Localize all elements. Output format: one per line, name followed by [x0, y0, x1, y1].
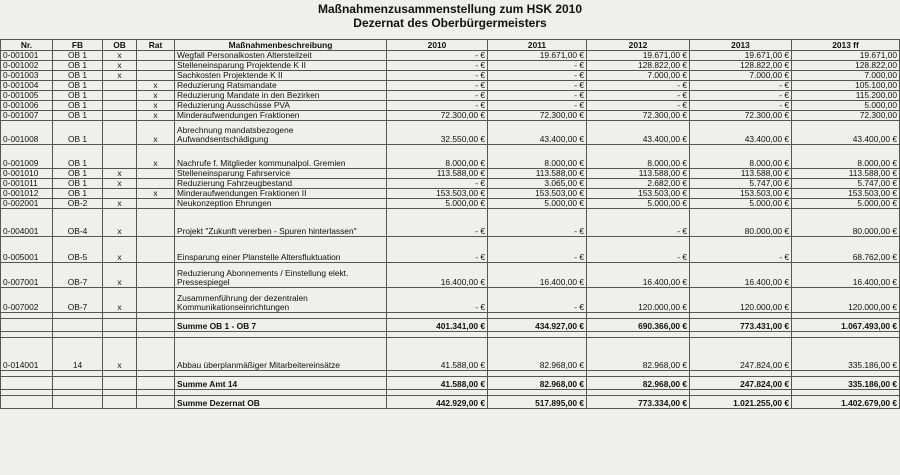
sum-value-2011: 517.895,00 € [488, 396, 587, 409]
cell-2010: 16.400,00 € [387, 263, 488, 288]
cell-description: Abbau überplanmäßiger Mitarbeitereinsätze [175, 338, 387, 371]
document-title: Maßnahmenzusammenstellung zum HSK 2010 [317, 2, 583, 16]
cell-2013ff: 5.000,00 [792, 101, 900, 111]
cell-2013: 153.503,00 € [690, 189, 792, 199]
header-2010: 2010 [387, 40, 488, 51]
table-row [1, 71, 900, 81]
cell-2013ff: 5.747,00 € [792, 179, 900, 189]
cell-2013ff: 115.200,00 [792, 91, 900, 101]
cell-fb: 14 [53, 338, 103, 371]
cell-2010: - € [387, 101, 488, 111]
sum-row [1, 396, 900, 409]
cell-2010: - € [387, 81, 488, 91]
cell-fb: OB 1 [53, 179, 103, 189]
cell-2010: - € [387, 209, 488, 237]
cell-rat [137, 199, 175, 209]
cell-ob [103, 121, 137, 145]
cell-2010: 72.300,00 € [387, 111, 488, 121]
table-row [1, 237, 900, 263]
cell-nr: 0-001001 [1, 51, 53, 61]
empty-cell [103, 377, 137, 390]
cell-2010: - € [387, 288, 488, 313]
cell-description: Reduzierung Ausschüsse PVA [175, 101, 387, 111]
table-row [1, 263, 900, 288]
cell-2010: 5.000,00 € [387, 199, 488, 209]
cell-2012: 43.400,00 € [587, 121, 690, 145]
cell-ob: x [103, 169, 137, 179]
empty-cell [137, 377, 175, 390]
cell-2012: 128.822,00 € [587, 61, 690, 71]
cell-description: Wegfall Personalkosten Altersteilzeit [175, 51, 387, 61]
sum-value-2010: 401.341,00 € [387, 319, 488, 332]
cell-2013: - € [690, 81, 792, 91]
cell-2013ff: 105.100,00 [792, 81, 900, 91]
cell-fb: OB-7 [53, 288, 103, 313]
cell-nr: 0-001003 [1, 71, 53, 81]
cell-rat [137, 71, 175, 81]
document-subtitle: Dezernat des Oberbürgermeisters [353, 16, 547, 30]
cell-description: Zusammenführung der dezentralen Kommunikationseinrichtungen [175, 288, 387, 313]
cell-nr: 0-001008 [1, 121, 53, 145]
cell-ob: x [103, 209, 137, 237]
cell-2010: - € [387, 51, 488, 61]
cell-description: Reduzierung Ratsmandate [175, 81, 387, 91]
table-row [1, 111, 900, 121]
cell-2010: - € [387, 91, 488, 101]
cell-2010: 41.588,00 € [387, 338, 488, 371]
cell-2011: 16.400,00 € [488, 263, 587, 288]
table-row [1, 145, 900, 169]
cell-nr: 0-007002 [1, 288, 53, 313]
cell-rat: x [137, 145, 175, 169]
cell-fb: OB 1 [53, 61, 103, 71]
cell-2011: - € [488, 81, 587, 91]
cell-2011: - € [488, 209, 587, 237]
empty-cell [1, 377, 53, 390]
table-row [1, 51, 900, 61]
cell-nr: 0-001007 [1, 111, 53, 121]
sum-value-2013: 773.431,00 € [690, 319, 792, 332]
table-row [1, 91, 900, 101]
cell-2011: 113.588,00 € [488, 169, 587, 179]
cell-ob: x [103, 237, 137, 263]
cell-2013ff: 19.671,00 [792, 51, 900, 61]
empty-cell [53, 377, 103, 390]
sum-value-2011: 82.968,00 € [488, 377, 587, 390]
sum-value-2013: 247.824,00 € [690, 377, 792, 390]
table-row [1, 288, 900, 313]
cell-2013: 80.000,00 € [690, 209, 792, 237]
cell-2013ff: 68.762,00 € [792, 237, 900, 263]
empty-cell [53, 396, 103, 409]
cell-ob: x [103, 263, 137, 288]
cell-2013: 8.000,00 € [690, 145, 792, 169]
cell-2013: - € [690, 91, 792, 101]
cell-2013ff: 120.000,00 € [792, 288, 900, 313]
cell-2012: 113.588,00 € [587, 169, 690, 179]
cell-ob: x [103, 288, 137, 313]
cell-2013: 16.400,00 € [690, 263, 792, 288]
empty-cell [53, 319, 103, 332]
cell-2011: 82.968,00 € [488, 338, 587, 371]
table-row [1, 61, 900, 71]
cell-nr: 0-002001 [1, 199, 53, 209]
cell-2011: 72.300,00 € [488, 111, 587, 121]
header-nr: Nr. [1, 40, 53, 51]
header-2013ff: 2013 ff [792, 40, 900, 51]
cell-rat [137, 263, 175, 288]
cell-2012: 5.000,00 € [587, 199, 690, 209]
cell-2011: - € [488, 237, 587, 263]
cell-ob: x [103, 51, 137, 61]
table-row [1, 179, 900, 189]
cell-2013ff: 153.503,00 € [792, 189, 900, 199]
cell-2012: - € [587, 81, 690, 91]
cell-2012: - € [587, 101, 690, 111]
cell-2013ff: 43.400,00 € [792, 121, 900, 145]
cell-description: Einsparung einer Planstelle Altersfluktuation [175, 237, 387, 263]
table-row [1, 121, 900, 145]
cell-nr: 0-001011 [1, 179, 53, 189]
header-2012: 2012 [587, 40, 690, 51]
cell-nr: 0-005001 [1, 237, 53, 263]
cell-description: Reduzierung Abonnements / Einstellung elekt. Pressespiegel [175, 263, 387, 288]
cell-description: Projekt "Zukunft vererben - Spuren hinterlassen" [175, 209, 387, 237]
cell-fb: OB 1 [53, 169, 103, 179]
cell-2013ff: 72.300,00 [792, 111, 900, 121]
cell-2013ff: 335.186,00 € [792, 338, 900, 371]
cell-2011: - € [488, 101, 587, 111]
cell-nr: 0-001006 [1, 101, 53, 111]
cell-2011: 3.065,00 € [488, 179, 587, 189]
cell-rat: x [137, 121, 175, 145]
cell-2012: - € [587, 209, 690, 237]
cell-2012: 82.968,00 € [587, 338, 690, 371]
cell-2010: 113.588,00 € [387, 169, 488, 179]
sum-value-2012: 773.334,00 € [587, 396, 690, 409]
sum-value-2011: 434.927,00 € [488, 319, 587, 332]
cell-rat [137, 61, 175, 71]
cell-description: Reduzierung Fahrzeugbestand [175, 179, 387, 189]
cell-description: Stelleneinsparung Fahrservice [175, 169, 387, 179]
cell-fb: OB 1 [53, 189, 103, 199]
sum-value-2010: 41.588,00 € [387, 377, 488, 390]
cell-2012: - € [587, 237, 690, 263]
sum-value-2013ff: 335.186,00 € [792, 377, 900, 390]
cell-2013ff: 7.000,00 [792, 71, 900, 81]
cell-rat: x [137, 111, 175, 121]
cell-nr: 0-001009 [1, 145, 53, 169]
cell-fb: OB-5 [53, 237, 103, 263]
cell-ob [103, 91, 137, 101]
sum-value-2010: 442.929,00 € [387, 396, 488, 409]
table-row [1, 101, 900, 111]
cell-2012: 72.300,00 € [587, 111, 690, 121]
cell-2012: 153.503,00 € [587, 189, 690, 199]
empty-cell [137, 396, 175, 409]
cell-2011: 8.000,00 € [488, 145, 587, 169]
cell-fb: OB 1 [53, 71, 103, 81]
cell-description: Minderaufwendungen Fraktionen II [175, 189, 387, 199]
cell-2010: - € [387, 179, 488, 189]
cell-2012: 19.671,00 € [587, 51, 690, 61]
table-row [1, 199, 900, 209]
cell-2013: - € [690, 237, 792, 263]
cell-nr: 0-001012 [1, 189, 53, 199]
cell-2013: 5.000,00 € [690, 199, 792, 209]
cell-rat [137, 169, 175, 179]
cell-2012: 2.682,00 € [587, 179, 690, 189]
cell-rat [137, 179, 175, 189]
cell-2010: 153.503,00 € [387, 189, 488, 199]
cell-2012: - € [587, 91, 690, 101]
cell-fb: OB-7 [53, 263, 103, 288]
cell-ob: x [103, 61, 137, 71]
cell-2013: 19.671,00 € [690, 51, 792, 61]
empty-cell [1, 319, 53, 332]
table-row [1, 338, 900, 371]
cell-rat: x [137, 189, 175, 199]
cell-rat [137, 237, 175, 263]
cell-nr: 0-001005 [1, 91, 53, 101]
table-header-row [1, 40, 900, 51]
cell-description: Reduzierung Mandate in den Bezirken [175, 91, 387, 101]
table-row [1, 209, 900, 237]
cell-2010: - € [387, 237, 488, 263]
empty-cell [103, 396, 137, 409]
cell-2013ff: 113.588,00 € [792, 169, 900, 179]
cell-2013: - € [690, 101, 792, 111]
cell-2013ff: 8.000,00 € [792, 145, 900, 169]
cell-rat: x [137, 91, 175, 101]
cell-2010: - € [387, 71, 488, 81]
cell-2013ff: 128.822,00 [792, 61, 900, 71]
sum-value-2013ff: 1.067.493,00 € [792, 319, 900, 332]
cell-2013: 72.300,00 € [690, 111, 792, 121]
cell-ob: x [103, 71, 137, 81]
sum-label: Summe Amt 14 [175, 377, 387, 390]
cell-rat [137, 209, 175, 237]
header-description: Maßnahmenbeschreibung [175, 40, 387, 51]
cell-2011: - € [488, 71, 587, 81]
cell-description: Minderaufwendungen Fraktionen [175, 111, 387, 121]
cell-fb: OB 1 [53, 145, 103, 169]
cell-2011: - € [488, 61, 587, 71]
sum-row [1, 377, 900, 390]
sum-row [1, 319, 900, 332]
cell-ob [103, 189, 137, 199]
cell-description: Stelleneinsparung Projektende K II [175, 61, 387, 71]
header-rat: Rat [137, 40, 175, 51]
cell-description: Neukonzeption Ehrungen [175, 199, 387, 209]
sum-value-2012: 82.968,00 € [587, 377, 690, 390]
cell-nr: 0-014001 [1, 338, 53, 371]
cell-2013ff: 5.000,00 € [792, 199, 900, 209]
cell-2010: 8.000,00 € [387, 145, 488, 169]
header-fb: FB [53, 40, 103, 51]
table-row [1, 169, 900, 179]
sum-value-2013: 1.021.255,00 € [690, 396, 792, 409]
cell-rat [137, 338, 175, 371]
cell-fb: OB 1 [53, 81, 103, 91]
cell-fb: OB-4 [53, 209, 103, 237]
sum-label: Summe Dezernat OB [175, 396, 387, 409]
cell-ob [103, 145, 137, 169]
header-2013: 2013 [690, 40, 792, 51]
table-row [1, 189, 900, 199]
cell-2012: 7.000,00 € [587, 71, 690, 81]
cell-nr: 0-007001 [1, 263, 53, 288]
cell-ob: x [103, 179, 137, 189]
cell-ob: x [103, 338, 137, 371]
cell-2011: 43.400,00 € [488, 121, 587, 145]
cell-2013ff: 16.400,00 € [792, 263, 900, 288]
header-2011: 2011 [488, 40, 587, 51]
cell-2013: 7.000,00 € [690, 71, 792, 81]
cell-fb: OB 1 [53, 111, 103, 121]
cell-ob: x [103, 199, 137, 209]
cell-nr: 0-001010 [1, 169, 53, 179]
cell-ob [103, 101, 137, 111]
cell-rat: x [137, 81, 175, 91]
cell-2013: 43.400,00 € [690, 121, 792, 145]
cell-2010: - € [387, 61, 488, 71]
cell-description: Abrechnung mandatsbezogene Aufwandsentschädigung [175, 121, 387, 145]
cell-fb: OB 1 [53, 91, 103, 101]
empty-cell [1, 396, 53, 409]
cell-nr: 0-004001 [1, 209, 53, 237]
cell-description: Nachrufe f. Mitglieder kommunalpol. Gremien [175, 145, 387, 169]
cell-2012: 120.000,00 € [587, 288, 690, 313]
cell-2011: - € [488, 288, 587, 313]
cell-2013ff: 80.000,00 € [792, 209, 900, 237]
header-ob: OB [103, 40, 137, 51]
sum-value-2012: 690.366,00 € [587, 319, 690, 332]
cell-description: Sachkosten Projektende K II [175, 71, 387, 81]
cell-2013: 5.747,00 € [690, 179, 792, 189]
cell-2010: 32.550,00 € [387, 121, 488, 145]
cell-2011: 153.503,00 € [488, 189, 587, 199]
cell-2011: 19.671,00 € [488, 51, 587, 61]
cell-fb: OB-2 [53, 199, 103, 209]
cell-nr: 0-001004 [1, 81, 53, 91]
measures-table [0, 39, 900, 409]
cell-2011: - € [488, 91, 587, 101]
cell-2012: 16.400,00 € [587, 263, 690, 288]
cell-fb: OB 1 [53, 51, 103, 61]
cell-2013: 247.824,00 € [690, 338, 792, 371]
cell-fb: OB 1 [53, 101, 103, 111]
cell-ob [103, 81, 137, 91]
cell-nr: 0-001002 [1, 61, 53, 71]
empty-cell [137, 319, 175, 332]
cell-rat [137, 51, 175, 61]
cell-fb: OB 1 [53, 121, 103, 145]
cell-2013: 128.822,00 € [690, 61, 792, 71]
sum-label: Summe OB 1 - OB 7 [175, 319, 387, 332]
cell-rat: x [137, 101, 175, 111]
cell-rat [137, 288, 175, 313]
cell-2011: 5.000,00 € [488, 199, 587, 209]
cell-ob [103, 111, 137, 121]
empty-cell [103, 319, 137, 332]
sum-value-2013ff: 1.402.679,00 € [792, 396, 900, 409]
table-row [1, 81, 900, 91]
cell-2013: 113.588,00 € [690, 169, 792, 179]
cell-2012: 8.000,00 € [587, 145, 690, 169]
cell-2013: 120.000,00 € [690, 288, 792, 313]
